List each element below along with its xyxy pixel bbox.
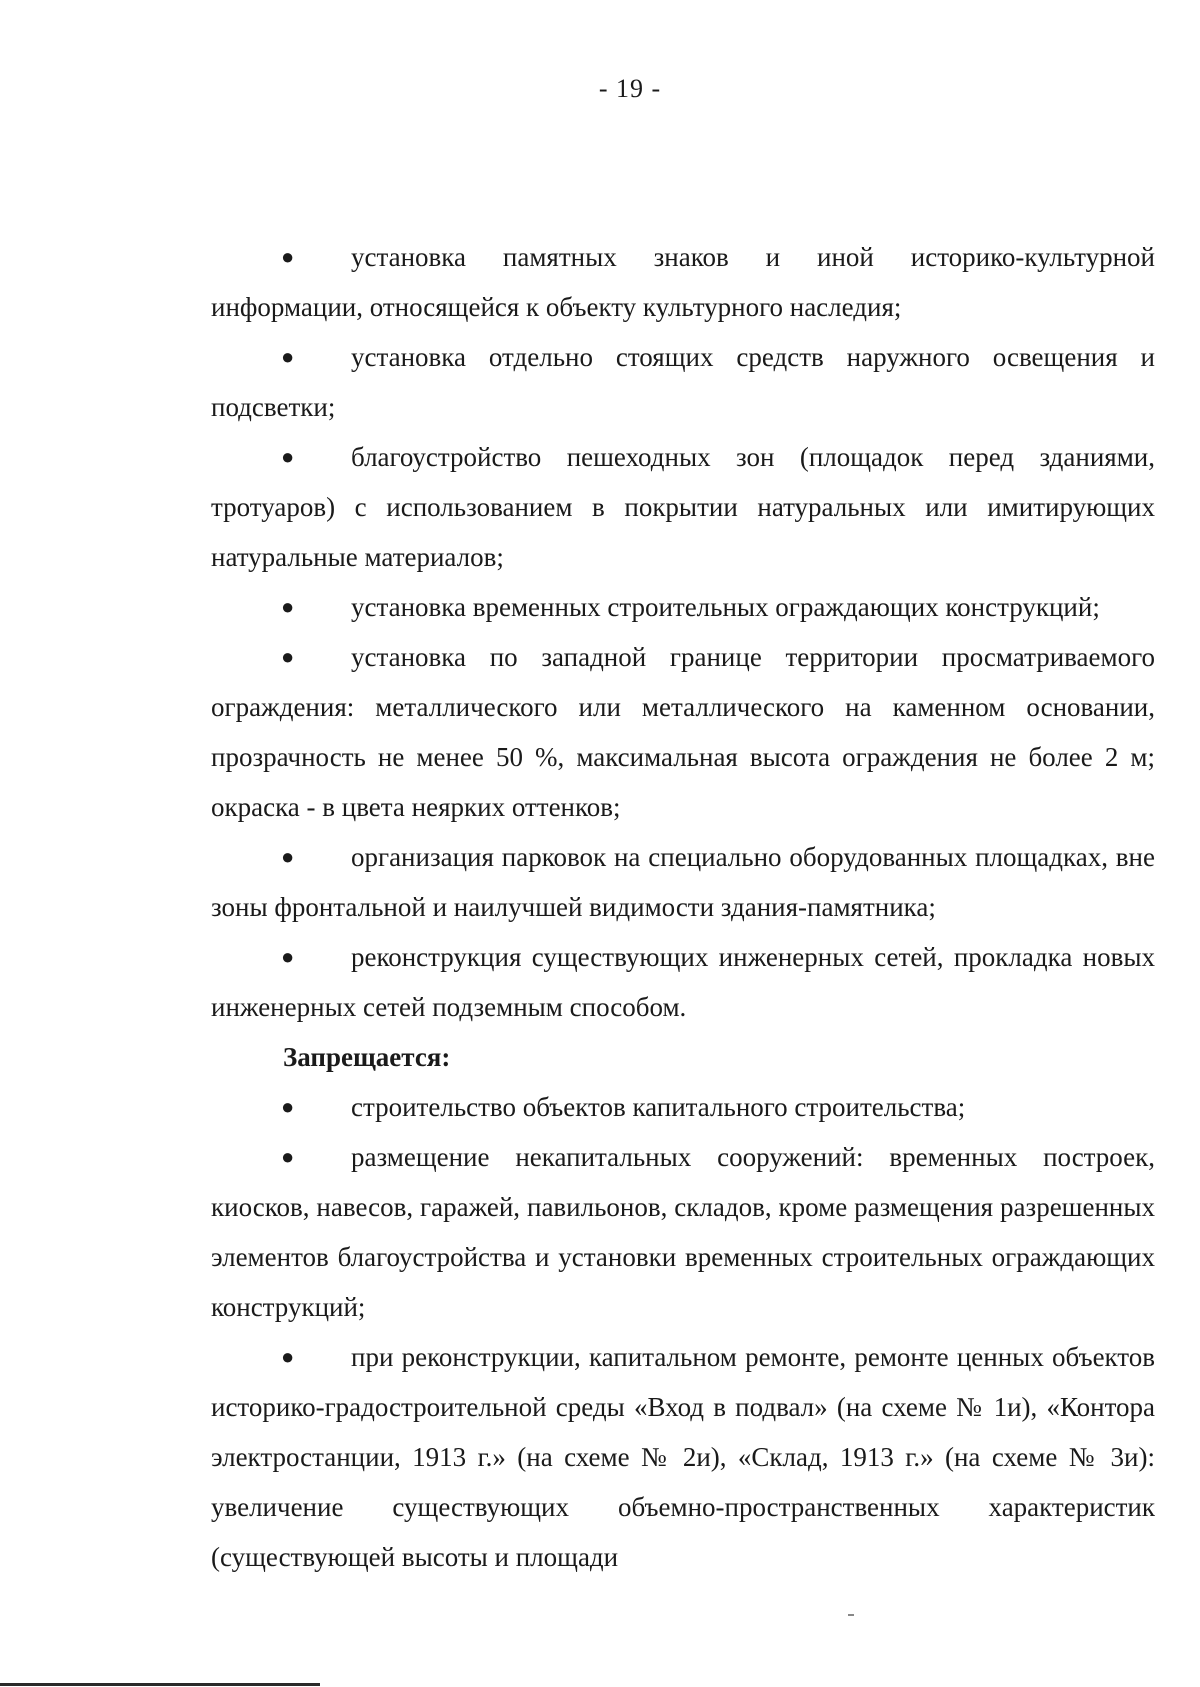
list-item-text: установка временных строительных ограждающих конструкций; [351, 592, 1100, 622]
bullet-icon: ● [281, 944, 295, 969]
bullet-icon: ● [281, 594, 295, 619]
document-body [211, 232, 1155, 1582]
list-item [211, 332, 1155, 432]
list-item-text: установка отдельно стоящих средств наружного освещения и подсветки; [211, 342, 1155, 422]
list-item [211, 632, 1155, 832]
list-item [211, 582, 1155, 632]
list-item-text: при реконструкции, капитальном ремонте, ремонте ценных объектов историко-градостроительной среды «Вход в подвал» (на схеме № 1и), «Контора электростанции, 1913 г.» (на схеме № 2и), «Склад, 1913 г.» (на схеме № 3и): увеличение существующих объемно-пространственных характеристик (существующей высоты и площади [211, 1342, 1155, 1572]
list-item-text: реконструкция существующих инженерных сетей, прокладка новых инженерных сетей подземным способом. [211, 942, 1155, 1022]
bullet-icon: ● [281, 1344, 295, 1369]
list-item-text: установка памятных знаков и иной историко-культурной информации, относящейся к объекту культурного наследия; [211, 242, 1155, 322]
bullet-icon: ● [281, 1094, 295, 1119]
list-item-text: строительство объектов капитального строительства; [351, 1092, 966, 1122]
bullet-icon: ● [281, 444, 295, 469]
list-item [211, 1082, 1155, 1132]
bullet-icon: ● [281, 1144, 295, 1169]
list-item [211, 932, 1155, 1032]
list-item-text: организация парковок на специально оборудованных площадках, вне зоны фронтальной и наилучшей видимости здания-памятника; [211, 842, 1155, 922]
list-item-text: благоустройство пешеходных зон (площадок перед зданиями, тротуаров) с использованием в покрытии натуральных или имитирующих натуральные материалов; [211, 442, 1155, 572]
list-item-text: установка по западной границе территории просматриваемого ограждения: металлического или металлического на каменном основании, прозрачность не менее 50 %, максимальная высота ограждения не более 2 м; окраска - в цвета неярких оттенков; [211, 642, 1155, 822]
list-item [211, 832, 1155, 932]
bullet-icon: ● [281, 844, 295, 869]
page-number: - 19 - [598, 74, 662, 103]
page-edge-rule [0, 1683, 320, 1686]
scan-mark [848, 1614, 854, 1616]
bullet-icon: ● [281, 344, 295, 369]
bullet-icon: ● [281, 644, 295, 669]
list-item [211, 1332, 1155, 1582]
prohibited-heading: Запрещается: [283, 1042, 451, 1072]
list-item [211, 432, 1155, 582]
bullet-icon: ● [281, 244, 295, 269]
list-item [211, 1132, 1155, 1332]
list-item-text: размещение некапитальных сооружений: временных построек, киосков, навесов, гаражей, павильонов, складов, кроме размещения разрешенных элементов благоустройства и установки временных строительных ограждающих конструкций; [211, 1142, 1155, 1322]
list-item [211, 232, 1155, 332]
